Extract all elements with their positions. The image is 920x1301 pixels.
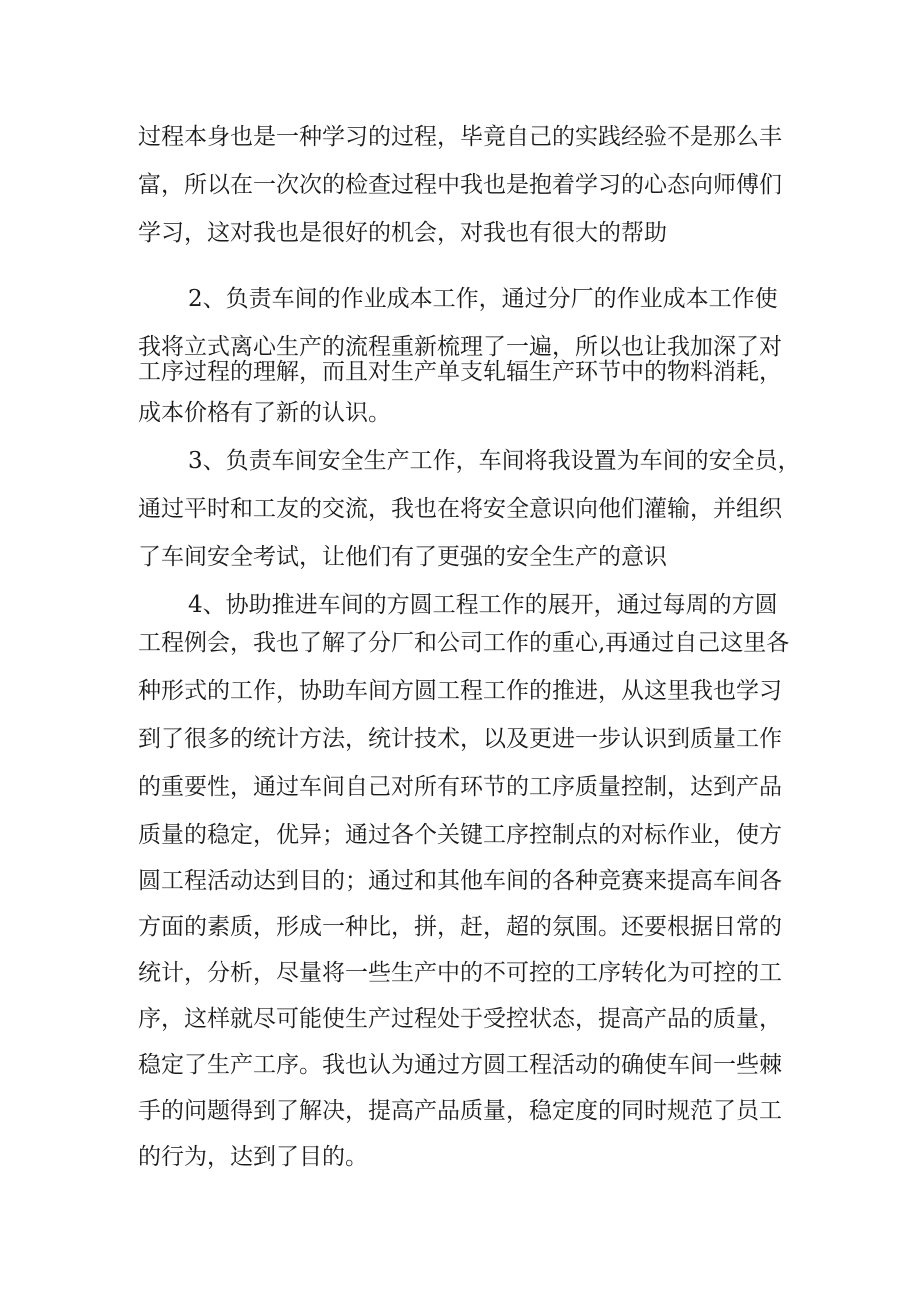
text-line-1: 过程本身也是一种学习的过程，毕竟自己的实践经验不是那么丰 — [138, 124, 782, 150]
text-line-20: 序，这样就尽可能使生产过程处于受控状态，提高产品的质量， — [138, 1006, 782, 1032]
text-line-23: 的行为，达到了目的。 — [138, 1144, 368, 1170]
text-line-7: 成本价格有了新的认识。 — [138, 400, 391, 426]
text-line-14: 到了很多的统计方法，统计技术，以及更进一步认识到质量工作 — [138, 726, 782, 752]
text-line-2: 富，所以在一次次的检查过程中我也是抱着学习的心态向师傅们 — [138, 172, 782, 198]
text-line-21: 稳定了生产工序。我也认为通过方圆工程活动的确使车间一些棘 — [138, 1052, 782, 1078]
text-line-22: 手的问题得到了解决，提高产品质量，稳定度的同时规范了员工 — [138, 1098, 782, 1124]
text-line-5: 我将立式离心生产的流程重新梳理了一遍，所以也让我加深了对 — [138, 334, 782, 360]
item-3-heading-line: 3、负责车间安全生产工作，车间将我设置为车间的安全员， — [188, 448, 801, 474]
text-line-13: 种形式的工作，协助车间方圆工程工作的推进，从这里我也学习 — [138, 678, 782, 704]
text-line-17: 圆工程活动达到目的；通过和其他车间的各种竞赛来提高车间各 — [138, 868, 782, 894]
text-line-15: 的重要性，通过车间自己对所有环节的工序质量控制，达到产品 — [138, 774, 782, 800]
item-2-heading-line: 2、负责车间的作业成本工作，通过分厂的作业成本工作使 — [188, 286, 778, 312]
text-line-9: 通过平时和工友的交流，我也在将安全意识向他们灌输，并组织 — [138, 496, 782, 522]
text-line-3: 学习，这对我也是很好的机会，对我也有很大的帮助 — [138, 220, 667, 246]
text-line-18: 方面的素质，形成一种比，拼，赶，超的氛围。还要根据日常的 — [138, 914, 782, 940]
item-4-heading-line: 4、协助推进车间的方圆工程工作的展开，通过每周的方圆 — [188, 592, 778, 618]
text-line-10: 了车间安全考试，让他们有了更强的安全生产的意识 — [138, 544, 667, 570]
text-line-6: 工序过程的理解，而且对生产单支轧辐生产环节中的物料消耗， — [138, 359, 782, 385]
text-line-16: 质量的稳定，优异；通过各个关键工序控制点的对标作业，使方 — [138, 822, 782, 848]
text-line-12: 工程例会，我也了解了分厂和公司工作的重心,再通过自己这里各 — [138, 630, 790, 656]
text-line-19: 统计，分析，尽量将一些生产中的不可控的工序转化为可控的工 — [138, 960, 782, 986]
